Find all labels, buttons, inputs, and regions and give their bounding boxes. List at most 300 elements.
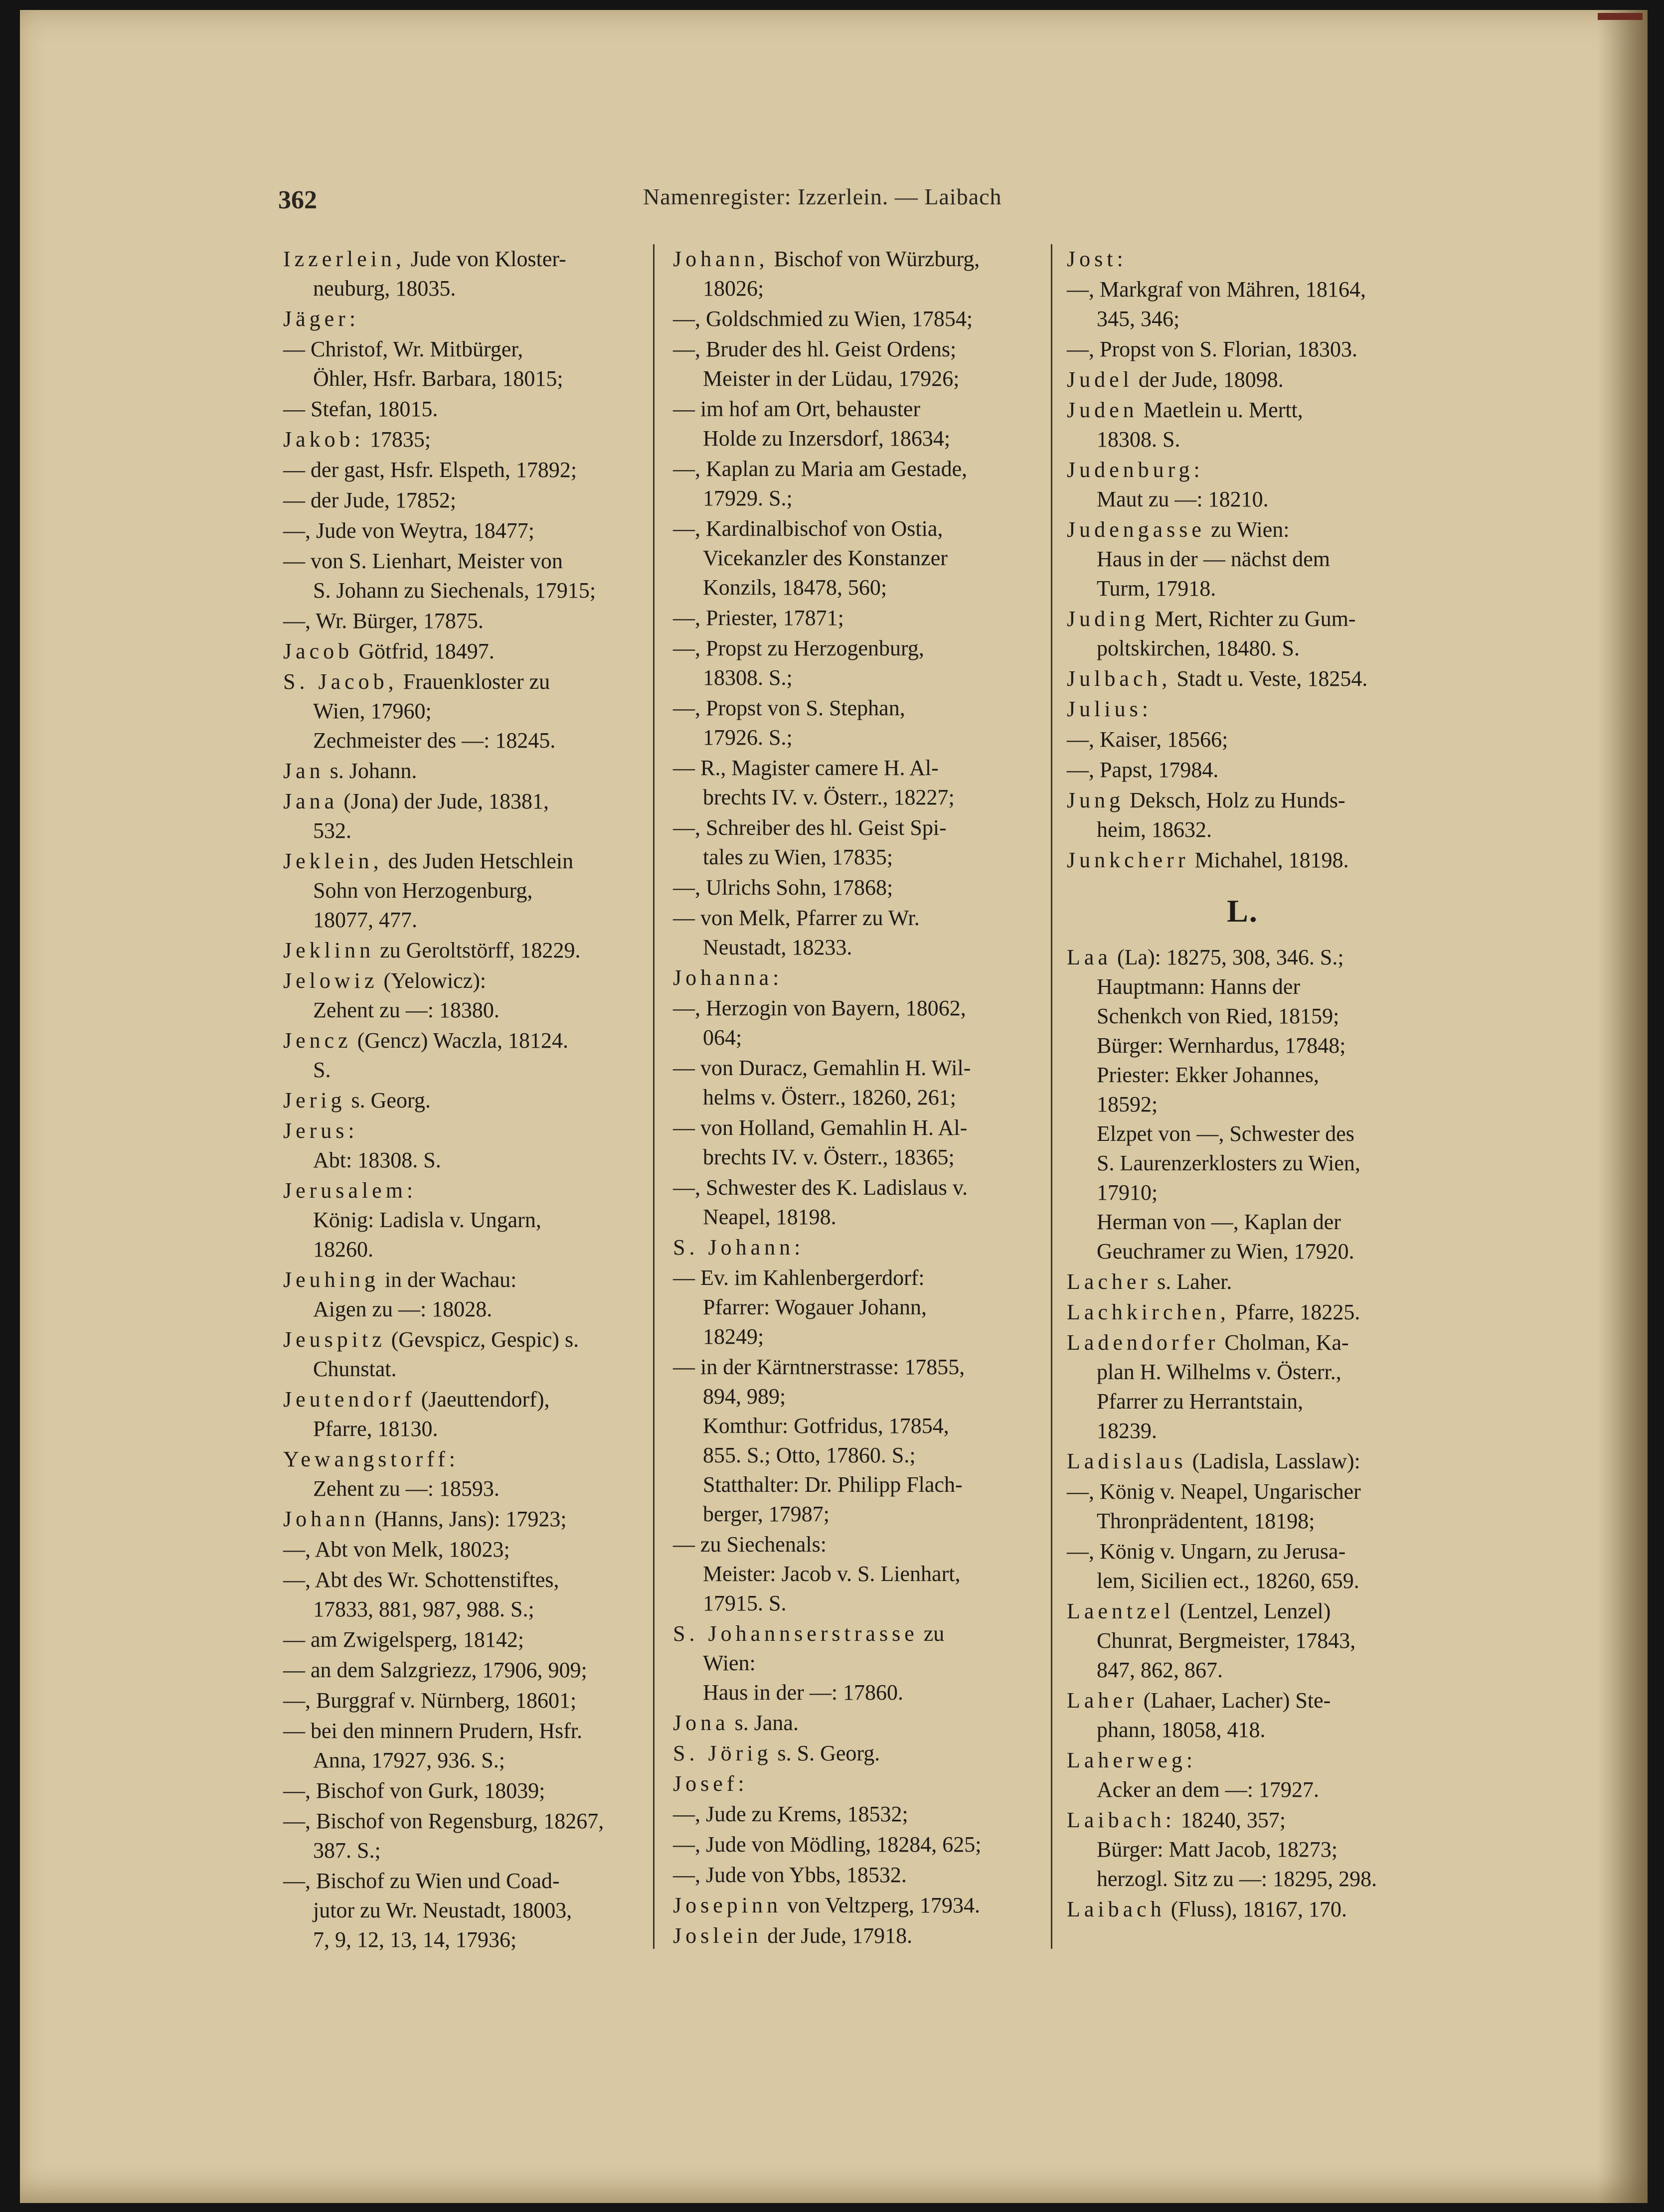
index-entry [673,603,1027,632]
index-line [1067,1060,1418,1090]
index-line [283,606,632,635]
index-line [283,1086,632,1115]
index-entry [673,1619,1027,1707]
index-line [1067,943,1418,972]
index-line [673,1830,1027,1859]
index-text: —, Schreiber des hl. Geist Spi- [673,815,947,840]
index-entry [1067,334,1418,364]
index-line [283,1385,632,1414]
index-line [1067,1596,1418,1626]
index-text: Zehent zu —: 18593. [313,1476,499,1501]
index-keyword: Izzerlein, [283,247,405,271]
index-text: — im hof am Ort, behauster [673,397,921,421]
index-keyword: Jona [673,1711,729,1735]
index-keyword: Juden [1067,398,1138,422]
index-line [283,1026,632,1055]
index-keyword: Laherweg: [1067,1748,1197,1772]
index-line [283,756,632,786]
index-text: — von Holland, Gemahlin H. Al- [673,1115,968,1140]
index-line [1067,1090,1418,1119]
index-entry [673,753,1027,812]
index-line [673,842,1027,872]
index-line [673,1799,1027,1829]
index-text: —, Herzogin von Bayern, 18062, [673,996,966,1020]
index-keyword: Jeklinn [283,938,375,962]
index-text: Priester: Ekker Johannes, [1097,1063,1319,1087]
index-text: —, Bischof von Gurk, 18039; [283,1778,545,1803]
index-line [673,454,1027,483]
index-line [1067,544,1418,574]
index-line [1067,275,1418,304]
index-text: —, Bischof zu Wien und Coad- [283,1869,560,1893]
index-entry [1067,604,1418,663]
index-line [283,1745,632,1775]
index-keyword: Laentzel [1067,1599,1174,1623]
index-entry [283,1686,632,1715]
index-line [673,1440,1027,1470]
index-line [1067,1237,1418,1266]
index-keyword: Josepinn [673,1893,782,1917]
index-text: 387. S.; [313,1838,381,1863]
index-entry [1067,1297,1418,1327]
column-rule [1051,244,1052,1949]
index-text: zu Geroltstörff, 18229. [374,938,581,962]
index-line [1067,1745,1418,1775]
index-line [673,364,1027,393]
index-entry [283,425,632,454]
index-line [673,693,1027,723]
index-text: jutor zu Wr. Neustadt, 18003, [313,1898,572,1922]
index-text: —, Jude von Ybbs, 18532. [673,1863,907,1887]
page-number: 362 [278,186,317,214]
index-text: 18026; [703,276,764,301]
index-text: (Fluss), 18167, 170. [1165,1897,1347,1921]
index-line [673,244,1027,274]
index-entry [283,1504,632,1534]
index-entry [673,394,1027,453]
index-line [283,1116,632,1145]
index-line [673,1083,1027,1112]
index-keyword: Ladendorfer [1067,1330,1219,1355]
index-line [673,1678,1027,1707]
index-entry [673,1830,1027,1859]
index-entry [1067,275,1418,333]
index-entry [673,1530,1027,1618]
index-line [1067,1328,1418,1357]
index-entry [283,1716,632,1775]
index-entry [673,1769,1027,1798]
index-text: 17926. S.; [703,725,793,750]
index-entry [673,1053,1027,1112]
index-text: (La): 18275, 308, 346. S.; [1111,945,1344,969]
index-line [1067,365,1418,394]
index-text: —, Jude zu Krems, 18532; [673,1802,908,1826]
index-line [283,846,632,876]
index-line [1067,845,1418,875]
index-line [673,1921,1027,1950]
index-line [283,1866,632,1896]
index-text: Elzpet von —, Schwester des [1097,1121,1354,1146]
index-line [673,813,1027,842]
index-entry [673,454,1027,513]
index-line [673,663,1027,692]
index-text: Chunstat. [313,1357,397,1381]
index-text: —, Priester, 17871; [673,606,844,630]
index-line [1067,515,1418,544]
index-line [283,1325,632,1354]
index-keyword: Johann, [673,247,769,271]
index-keyword: Yewangstorff: [283,1447,459,1471]
index-entry [283,455,632,484]
index-entry [673,813,1027,872]
index-line [1067,694,1418,724]
index-text: Zechmeister des —: 18245. [313,728,556,753]
index-line [673,1738,1027,1768]
section-letter: L. [1227,893,1258,929]
index-text: — Stefan, 18015. [283,397,438,421]
index-text: —, Propst von S. Stephan, [673,696,905,720]
index-line [1067,1148,1418,1178]
index-line [1067,1001,1418,1031]
index-text: Zehent zu —: 18380. [313,998,499,1022]
index-line [283,1055,632,1085]
index-text: Meister in der Lüdau, 17926; [703,366,960,391]
index-text: —, Schwester des K. Ladislaus v. [673,1175,968,1200]
index-line [1067,455,1418,484]
index-line [673,304,1027,333]
index-text: Aigen zu —: 18028. [313,1297,493,1321]
index-keyword: Ladislaus [1067,1449,1187,1473]
index-text: —, Jude von Mödling, 18284, 625; [673,1832,982,1857]
index-entry [283,485,632,515]
index-line [1067,1537,1418,1566]
index-line [283,696,632,726]
index-text: —, Wr. Bürger, 17875. [283,609,484,633]
index-entry [283,394,632,424]
index-line [1067,1805,1418,1835]
index-line [1067,1626,1418,1655]
index-entry [283,966,632,1025]
index-text: Herman von —, Kaplan der [1097,1210,1341,1234]
index-text: 847, 862, 867. [1097,1658,1223,1682]
running-head: Namenregister: Izzerlein. — Laibach [643,184,1002,209]
index-text: —, Kardinalbischof von Ostia, [673,516,943,541]
index-text: —, Abt von Melk, 18023; [283,1537,510,1562]
index-line [673,1648,1027,1678]
index-line [1067,484,1418,514]
index-line [1067,1686,1418,1715]
index-text: — Ev. im Kahlenbergerdorf: [673,1265,925,1290]
index-line [673,723,1027,752]
index-text: s. Johann. [324,759,417,783]
index-line [1067,1835,1418,1864]
index-line [1067,1387,1418,1416]
index-keyword: Laher [1067,1688,1138,1713]
index-text: —, Bruder des hl. Geist Ordens; [673,337,957,361]
index-entry [1067,365,1418,394]
index-line [283,1625,632,1654]
index-line [673,963,1027,992]
index-keyword: Jost: [1067,247,1127,271]
index-keyword: Johanna: [673,965,783,990]
index-entry [1067,244,1418,274]
index-entry [1067,755,1418,785]
index-line [673,1382,1027,1411]
index-line [1067,395,1418,425]
index-entry [673,334,1027,393]
index-line [673,993,1027,1023]
index-keyword: Juding [1067,607,1150,631]
index-line [673,753,1027,783]
index-entry [283,334,632,393]
index-keyword: S. Johann: [673,1235,805,1260]
index-line [283,816,632,845]
index-text: Pfarrer zu Herrantstain, [1097,1389,1304,1414]
index-line [673,873,1027,902]
index-text: —, Papst, 17984. [1067,758,1219,782]
index-line [1067,786,1418,815]
index-keyword: Jäger: [283,307,360,331]
index-entry [1067,1477,1418,1536]
index-text: zu Wien: [1205,517,1290,542]
index-line [1067,725,1418,754]
index-keyword: Jung [1067,788,1125,812]
index-line [283,394,632,424]
index-line [673,1708,1027,1738]
index-entry [1067,1895,1418,1924]
index-entry [673,1263,1027,1351]
index-keyword: Judengasse [1067,517,1205,542]
index-keyword: Jeuhing [283,1267,379,1292]
index-line [673,1588,1027,1618]
index-text: helms v. Österr., 18260, 261; [703,1085,956,1109]
index-line [673,1292,1027,1322]
index-entry [283,1565,632,1624]
index-entry [1067,1328,1418,1445]
index-text: Thronprädentent, 18198; [1097,1509,1315,1533]
index-text: s. Jana. [729,1711,799,1735]
index-line [283,787,632,816]
index-text: 18592; [1097,1092,1158,1116]
index-text: 17835; [364,427,431,452]
index-text: 532. [313,818,351,843]
index-entry [283,667,632,755]
index-text: —, Kaplan zu Maria am Gestade, [673,457,968,481]
index-entry [673,1799,1027,1829]
index-line [1067,1178,1418,1207]
index-text: 7, 9, 12, 13, 14, 17936; [313,1927,517,1952]
index-entry [283,1655,632,1685]
index-line [283,1565,632,1594]
index-keyword: Jencz [283,1028,352,1053]
index-keyword: Laibach [1067,1897,1165,1921]
index-entry [283,546,632,605]
index-line [283,905,632,935]
index-line [283,334,632,364]
index-line [283,1205,632,1235]
index-entry [673,514,1027,602]
index-entry [1067,1805,1418,1894]
index-text: Pfarrer: Wogauer Johann, [703,1295,927,1319]
index-line [673,483,1027,513]
index-entry [283,516,632,545]
index-line [1067,1357,1418,1387]
index-line [673,424,1027,453]
index-entry [673,1860,1027,1890]
index-text: —, Bischof von Regensburg, 18267, [283,1809,604,1833]
index-line [673,1113,1027,1142]
index-text: — an dem Salzgriezz, 17906, 909; [283,1658,587,1682]
index-line [1067,633,1418,663]
index-text: Abt: 18308. S. [313,1148,441,1172]
index-line [1067,604,1418,633]
index-text: — zu Siechenals: [673,1532,827,1557]
index-text: Anna, 17927, 936. S.; [313,1748,505,1772]
index-text: herzogl. Sitz zu —: 18295, 298. [1097,1867,1377,1891]
index-line [283,936,632,965]
index-line [283,1474,632,1503]
index-text: Jude von Kloster- [405,247,566,271]
index-entry [283,1776,632,1805]
index-line [1067,1416,1418,1445]
index-line [283,1235,632,1264]
index-text: lem, Sicilien ect., 18260, 659. [1097,1569,1359,1593]
index-line [283,1535,632,1564]
index-entry [283,1535,632,1564]
index-line [283,1806,632,1836]
index-text: Stadt u. Veste, 18254. [1171,666,1368,691]
index-text: Chunrat, Bergmeister, 17843, [1097,1628,1356,1653]
index-text: — Christof, Wr. Mitbürger, [283,337,523,361]
page-spine-shadow [1598,10,1648,2203]
index-line [283,1504,632,1534]
index-text: 17910; [1097,1180,1158,1205]
index-text: 345, 346; [1097,307,1180,331]
index-text: neuburg, 18035. [313,276,456,301]
index-line [283,576,632,605]
index-line [283,1594,632,1624]
index-line [673,1023,1027,1052]
index-text: 18260. [313,1237,373,1262]
index-line [283,1686,632,1715]
index-text: Bürger: Wernhardus, 17848; [1097,1033,1346,1058]
index-text: Öhler, Hsfr. Barbara, 18015; [313,366,563,391]
index-entry [1067,1686,1418,1744]
index-line [1067,425,1418,454]
index-text: 18308. S.; [703,665,793,690]
index-text: Konzils, 18478, 560; [703,575,887,600]
index-text: Pfarre, 18130. [313,1417,438,1441]
index-line [283,1896,632,1925]
index-text: (Yelowicz): [378,968,487,993]
index-line [1067,1775,1418,1804]
index-text: (Lentzel, Lenzel) [1174,1599,1331,1623]
index-text: S. Johann zu Siechenals, 17915; [313,578,596,603]
index-entry [1067,1267,1418,1296]
index-entry [283,846,632,935]
index-keyword: Julbach, [1067,666,1171,691]
index-line [673,1769,1027,1798]
index-entry [1067,1446,1418,1476]
index-text: —, König v. Neapel, Ungarischer [1067,1479,1361,1504]
index-text: Michahel, 18198. [1189,848,1349,872]
index-line [673,1053,1027,1083]
index-text: —, Abt des Wr. Schottenstiftes, [283,1568,559,1592]
index-entry [673,244,1027,303]
index-text: — R., Magister camere H. Al- [673,756,939,780]
index-line [1067,1207,1418,1237]
index-line [1067,1715,1418,1744]
index-text: Haus in der —: 17860. [703,1680,904,1705]
index-text: (Jona) der Jude, 18381, [338,789,549,813]
index-text: — von Melk, Pfarrer zu Wr. [673,906,920,930]
index-line [283,1265,632,1294]
index-line [283,516,632,545]
index-line [283,1444,632,1474]
index-line [283,995,632,1025]
index-text: König: Ladisla v. Ungarn, [313,1208,541,1232]
index-entry [673,693,1027,752]
index-line [1067,244,1418,274]
index-line [673,543,1027,573]
index-line [673,1173,1027,1202]
index-text: berger, 17987; [703,1502,830,1526]
index-entry [1067,725,1418,754]
index-text: Acker an dem —: 17927. [1097,1777,1319,1802]
index-text: in der Wachau: [379,1267,517,1292]
index-text: —, Kaiser, 18566; [1067,727,1228,752]
index-entry [1067,1537,1418,1595]
index-text: des Juden Hetschlein [382,849,574,873]
index-text: brechts IV. v. Österr., 18227; [703,785,955,809]
index-keyword: Judel [1067,367,1133,392]
index-line [673,1263,1027,1292]
index-line [1067,1566,1418,1595]
index-text: Sohn von Herzogenburg, [313,878,533,903]
index-text: heim, 18632. [1097,817,1212,842]
index-line [673,1470,1027,1499]
index-keyword: Laa [1067,945,1112,969]
index-text: (Lahaer, Lacher) Ste- [1138,1688,1331,1713]
index-line [673,1352,1027,1382]
index-line [1067,1864,1418,1894]
index-text: 18239. [1097,1419,1157,1443]
index-line [673,394,1027,424]
index-line [1067,304,1418,333]
index-line [1067,1267,1418,1296]
index-line [283,1836,632,1865]
index-line [283,1655,632,1685]
index-entry [1067,455,1418,514]
index-text: Bischof von Würzburg, [768,247,980,271]
index-line [673,1559,1027,1588]
index-text: brechts IV. v. Österr., 18365; [703,1145,955,1169]
index-line [283,274,632,303]
index-entry [673,1708,1027,1738]
index-line [283,425,632,454]
index-line [283,244,632,274]
index-line [1067,1655,1418,1685]
index-text: — der gast, Hsfr. Elspeth, 17892; [283,458,577,482]
index-text: 855. S.; Otto, 17860. S.; [703,1443,916,1467]
index-text: Wien: [703,1651,756,1675]
index-entry [283,1444,632,1503]
index-line [1067,1895,1418,1924]
index-text: (Hanns, Jans): 17923; [369,1507,567,1531]
index-keyword: Junkcherr [1067,848,1189,872]
index-line [673,933,1027,962]
index-entry [673,903,1027,962]
